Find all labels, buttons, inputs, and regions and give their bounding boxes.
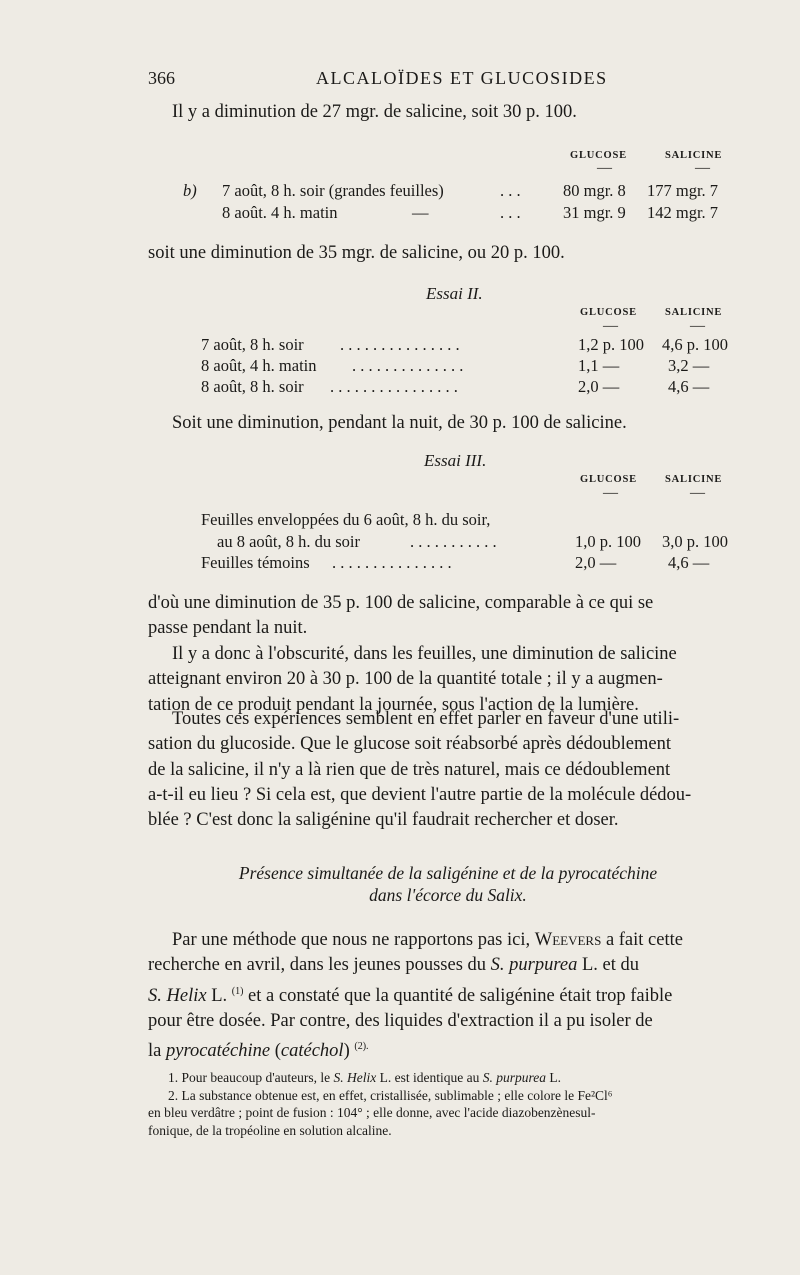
table-row-leader: . . . . . . . . . . . . . . (352, 356, 464, 375)
cell-glucose: 1,0 p. 100 (575, 532, 641, 551)
result-2: Soit une diminution, pendant la nuit, de 30 p. 100 de salicine. (172, 413, 627, 433)
cell-glucose: 31 mgr. 9 (563, 203, 626, 222)
text-line: de la salicine, il n'y a là rien que de très naturel, mais ce dédoublement (148, 759, 671, 780)
table-row-leader: . . . . . . . . . . . . . . . (332, 553, 452, 572)
col-dash: — (597, 160, 612, 176)
cell-glucose: 1,1 — (578, 356, 620, 375)
col-header-glucose: GLUCOSE (580, 307, 637, 318)
text-line: atteignant environ 20 à 30 p. 100 de la quantité totale ; il y a augmen- (148, 669, 663, 690)
table-row-label: 7 août, 8 h. soir (201, 335, 304, 354)
result-b: soit une diminution de 35 mgr. de salicine, ou 20 p. 100. (148, 243, 565, 263)
col-header-salicine: SALICINE (665, 474, 723, 485)
text-line: a-t-il eu lieu ? Si cela est, que devient l'autre partie de la molécule dédou- (148, 784, 692, 805)
col-dash: — (690, 485, 705, 501)
text-line: sation du glucoside. Que le glucose soit réabsorbé après dédoublement (148, 734, 671, 755)
cell-glucose: 1,2 p. 100 (578, 335, 644, 354)
cell-salicine: 4,6 p. 100 (662, 335, 728, 354)
table-row-label: Feuilles témoins (201, 553, 310, 572)
table-row-leader: . . . (500, 181, 521, 200)
row-marker: b) (183, 181, 197, 200)
running-title: ALCALOÏDES ET GLUCOSIDES (316, 68, 608, 88)
col-header-salicine: SALICINE (665, 150, 723, 161)
section-title (148, 862, 748, 906)
footnote-2-line: en bleu verdâtre ; point de fusion : 104° ; elle donne, avec l'acide diazobenzènesul- (148, 1105, 596, 1120)
page-number: 366 (148, 68, 175, 88)
text-line: la pyrocatéchine (catéchol) $^{(2).}$ (148, 1041, 369, 1062)
paragraph-4 (148, 928, 683, 1065)
col-dash: — (603, 318, 618, 334)
essai-title: Essai III. (424, 451, 487, 470)
text-line: Par une méthode que nous ne rapportons pas ici, Weevers a fait cette (172, 930, 683, 950)
paragraph-1 (148, 591, 653, 642)
author-name: Weevers (534, 930, 602, 950)
col-dash: — (603, 485, 618, 501)
text-line: S. Helix L. $^{(1)}$ et a constaté que la quantité de saligénine était trop faible (148, 985, 673, 1006)
ditto-dash: — (412, 203, 429, 222)
col-dash: — (690, 318, 705, 334)
table-row-label: au 8 août, 8 h. du soir (217, 532, 360, 551)
essai-title: Essai II. (426, 284, 483, 303)
col-header-glucose: GLUCOSE (580, 474, 637, 485)
text-line: Toutes ces expériences semblent en effet parler en faveur d'une utili- (172, 709, 680, 729)
text-line: pour être dosée. Par contre, des liquides d'extraction il a pu isoler de (148, 1011, 653, 1032)
cell-glucose: 2,0 — (575, 553, 617, 572)
section-title-line: Présence simultanée de la saligénine et de la pyrocatéchine (238, 863, 658, 883)
text-line: passe pendant la nuit. (148, 618, 308, 639)
text-line: tation de ce produit pendant la journée, sous l'action de la lumière. (148, 694, 639, 715)
intro-line: Il y a diminution de 27 mgr. de salicine, soit 30 p. 100. (172, 102, 577, 122)
col-dash: — (695, 160, 710, 176)
col-header-glucose: GLUCOSE (570, 150, 627, 161)
cell-salicine: 177 mgr. 7 (647, 181, 719, 200)
cell-salicine: 4,6 — (668, 377, 710, 396)
cell-glucose: 2,0 — (578, 377, 620, 396)
text-line: d'où une diminution de 35 p. 100 de salicine, comparable à ce qui se (148, 593, 654, 613)
cell-salicine: 3,2 — (668, 356, 710, 375)
cell-salicine: 4,6 — (668, 553, 710, 572)
table-row-leader: . . . (500, 203, 521, 222)
table-row-label: 8 août, 4 h. matin (201, 356, 317, 375)
footnote-2-line: fonique, de la tropéoline en solution alcaline. (148, 1122, 392, 1138)
table-row-leader: . . . . . . . . . . . . . . . . (330, 377, 458, 396)
table-row-label: Feuilles enveloppées du 6 août, 8 h. du soir, (201, 510, 491, 529)
footnote-ref[interactable]: (1) (231, 985, 244, 997)
footnote-ref[interactable]: (2). (354, 1041, 369, 1053)
species-name: S. Helix (148, 985, 207, 1006)
text-line: blée ? C'est donc la saligénine qu'il faudrait rechercher et doser. (148, 810, 619, 831)
text-line: recherche en avril, dans les jeunes pousses du S. purpurea L. et du (148, 955, 639, 976)
table-row-label: 8 août. 4 h. matin (222, 203, 338, 222)
cell-glucose: 80 mgr. 8 (563, 181, 626, 200)
table-row-leader: . . . . . . . . . . . . . . . (340, 335, 460, 354)
cell-salicine: 142 mgr. 7 (647, 203, 719, 222)
footnotes (148, 1069, 613, 1139)
cell-salicine: 3,0 p. 100 (662, 532, 728, 551)
table-row-label: 8 août, 8 h. soir (201, 377, 304, 396)
section-title-line: dans l'écorce du Salix. (369, 885, 527, 905)
species-name: S. purpurea (490, 955, 578, 976)
footnote-2: 2. La substance obtenue est, en effet, cristallisée, sublimable ; elle colore le Fe²Cl⁶ (168, 1087, 613, 1103)
col-header-salicine: SALICINE (665, 307, 723, 318)
paragraph-3 (148, 707, 691, 833)
table-row-label: 7 août, 8 h. soir (grandes feuilles) (222, 181, 444, 200)
footnote-1: 1. Pour beaucoup d'auteurs, le S. Helix L. est identique au S. purpurea L. (168, 1070, 561, 1085)
table-row-leader: . . . . . . . . . . . (410, 532, 497, 551)
text-line: Il y a donc à l'obscurité, dans les feuilles, une diminution de salicine (172, 644, 677, 664)
